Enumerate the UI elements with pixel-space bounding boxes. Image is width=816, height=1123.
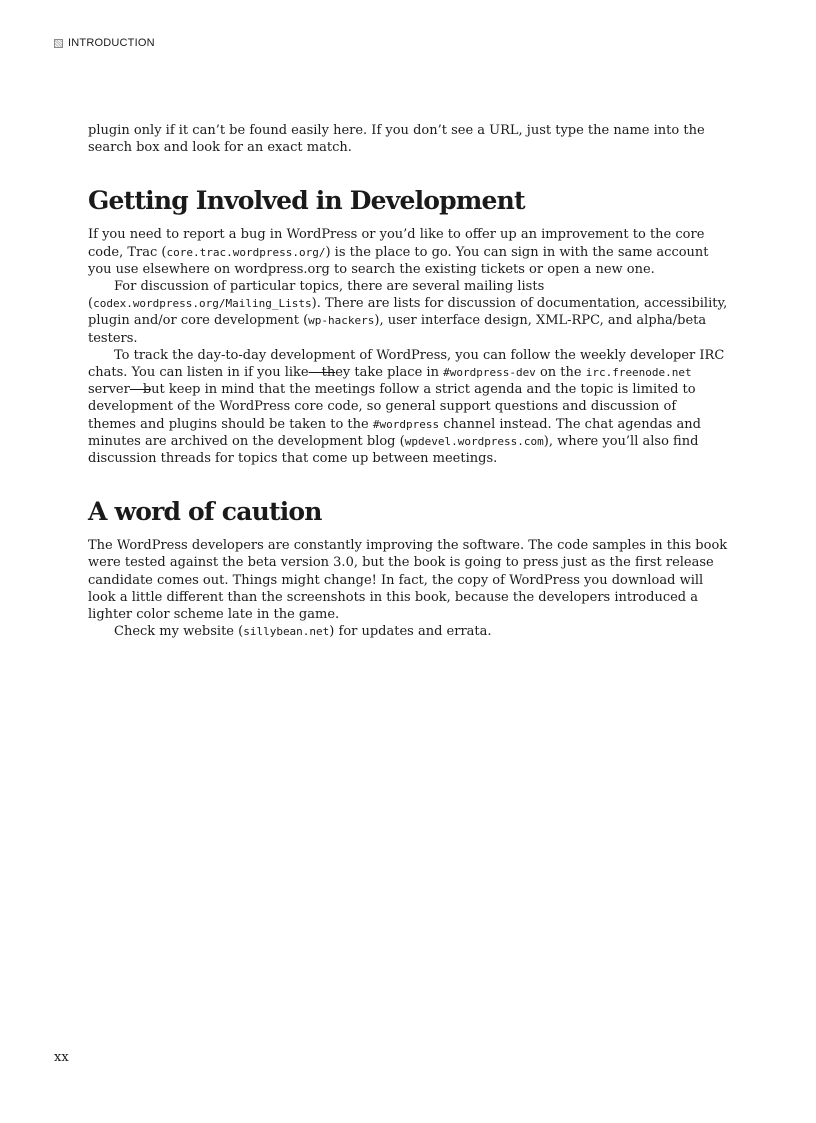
running-header — [54, 37, 155, 49]
irc-channel-wordpress: #wordpress — [372, 417, 440, 431]
paragraph-website: Check my website (sillybean.net) for updates and errata. — [114, 624, 492, 640]
page-content — [88, 122, 728, 640]
page-number: xx — [54, 1050, 69, 1065]
website-url: sillybean.net — [243, 625, 330, 639]
paragraph-caution: The WordPress developers are constantly improving the software. The code samples in this book were tested against the beta version 3.0, but the book is going to press just as the first release candidate comes out. Things might change! In fact, the copy of WordPress you download will look a little different than the screenshots in this book, because the developers introduced a lighter color scheme late in the game. — [88, 538, 728, 623]
dev-blog-url: wpdevel.wordpress.com — [404, 434, 544, 448]
irc-channel-dev: #wordpress-dev — [443, 366, 536, 380]
trac-url: core.trac.wordpress.org/ — [166, 245, 326, 259]
mailing-lists-url: codex.wordpress.org/Mailing_Lists — [93, 297, 312, 311]
section-heading-caution: A word of caution — [88, 497, 322, 527]
section-heading-development: Getting Involved in Development — [88, 186, 525, 216]
paragraph-irc: To track the day-to-day development of WordPress, you can follow the weekly developer IRC chats. You can listen in if you like—they take place in #wordpress-dev on the irc.freenode.net server—but keep in mind that the meetings follow a strict agenda and the topic is limited to development of the WordPress core code, so general support questions and discussion of themes and plugins should be taken to the #wordpress channel instead. The chat agendas and minutes are archived on the development blog (wpdevel.wordpress.com), where you’ll also find discussion threads for topics that come up between meetings. — [88, 347, 725, 467]
intro-paragraph: plugin only if it can’t be found easily here. If you don’t see a URL, just type the name into the search box and look for an exact match. — [88, 123, 705, 156]
header-label: INTRODUCTION — [68, 37, 155, 49]
paragraph-trac: If you need to report a bug in WordPress or you’d like to offer up an improvement to the core code, Trac (core.trac.wordpress.org/) is the place to go. You can sign in with the same account you use elsewhere on wordpress.org to search the existing tickets or open a new one. — [88, 227, 709, 277]
paragraph-mailing-lists: For discussion of particular topics, there are several mailing lists (codex.wordpress.org/Mailing_Lists). There are lists for discussion of documentation, accessibility, plugin and/or core development (wp-hackers), user interface design, XML-RPC, and alpha/beta testers. — [88, 279, 728, 346]
header-marker-icon — [54, 39, 63, 48]
wp-hackers-code: wp-hackers — [308, 314, 375, 328]
irc-server: irc.freenode.net — [585, 366, 692, 380]
